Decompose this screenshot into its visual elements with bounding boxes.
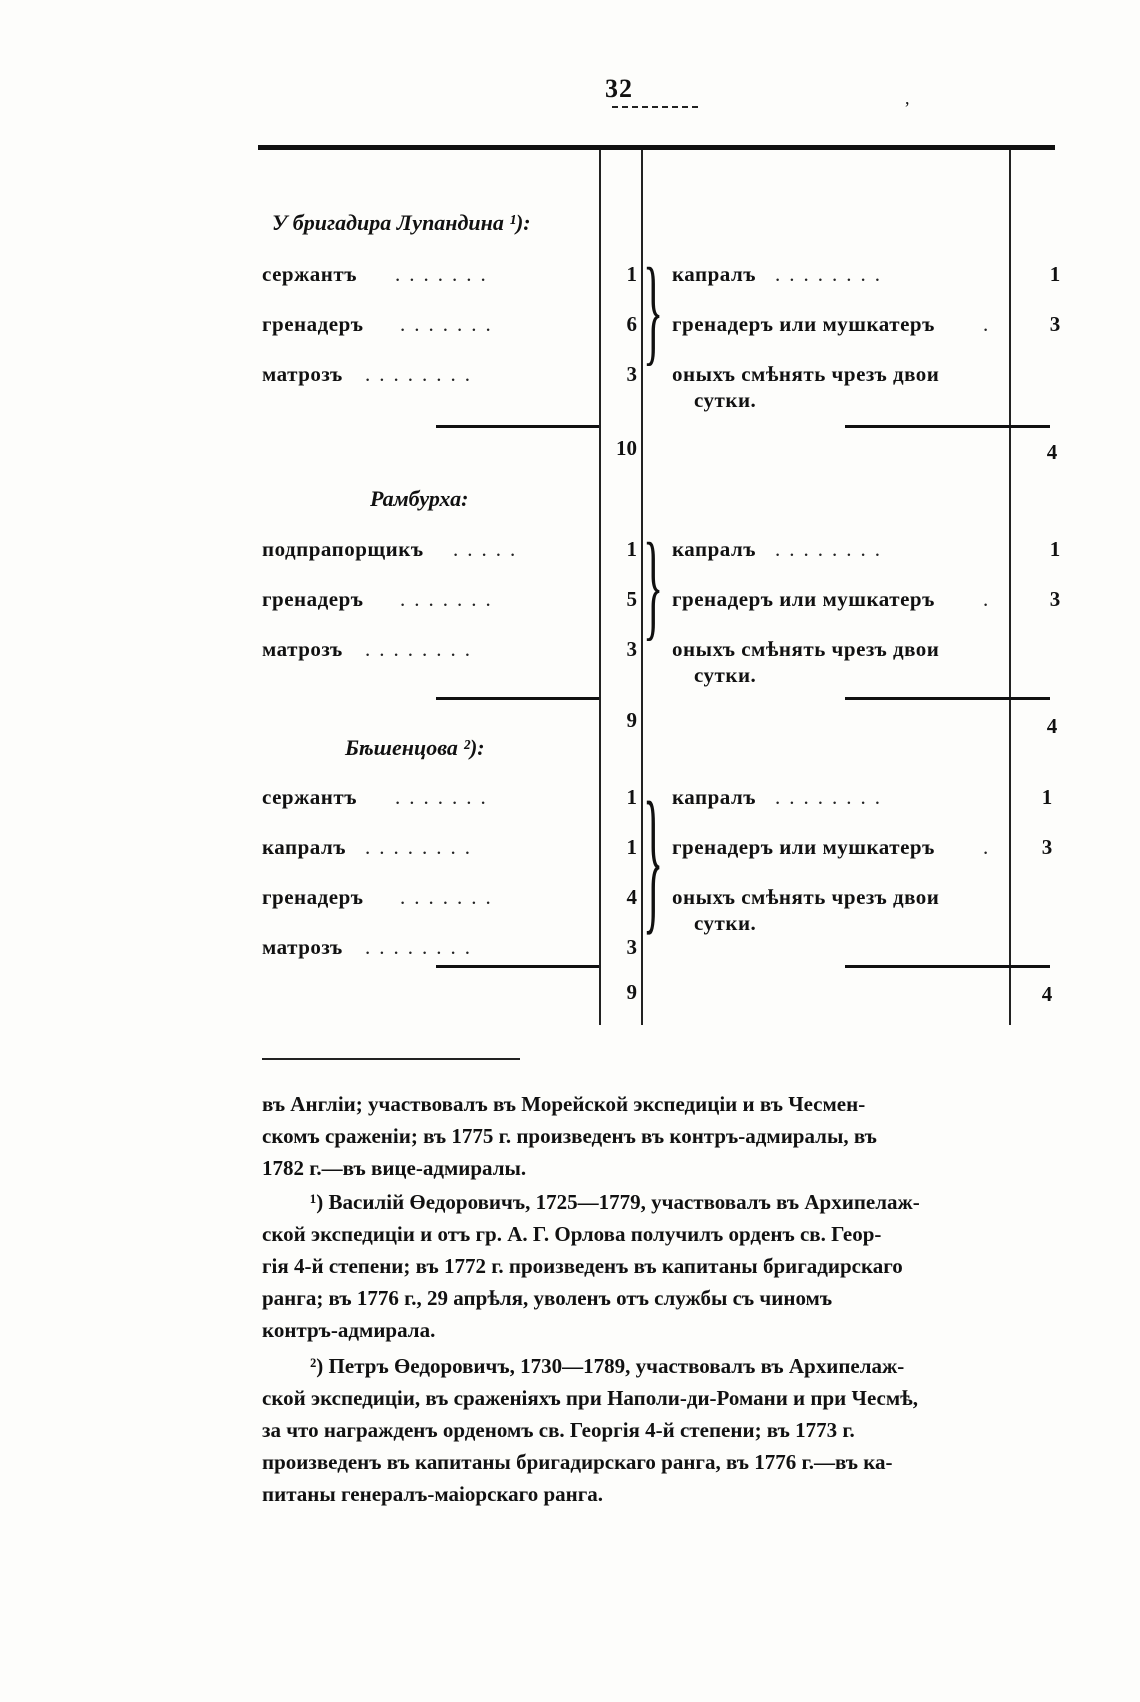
leader-dots: ........ <box>775 537 889 561</box>
leader-dots: ........ <box>365 835 479 859</box>
leader-dots: . <box>983 312 998 336</box>
section-2-right-1-count: 1 <box>1049 537 1061 561</box>
footnote-separator-rule <box>262 1058 520 1060</box>
section-3-item-4-count: 3 <box>626 935 637 959</box>
page-number: 32 <box>605 74 633 103</box>
section-3-left-total: 9 <box>626 980 637 1004</box>
section-1-left-total: 10 <box>616 436 637 460</box>
section-2-item-1-label: подпрапорщикъ <box>262 537 424 561</box>
section-2-right-1-label: капралъ <box>672 537 756 561</box>
leader-dots: ........ <box>365 637 479 661</box>
leader-dots: . <box>983 835 998 859</box>
section-1-item-3-label: матрозъ <box>262 362 343 386</box>
section-2-heading: Рамбурха: <box>370 486 469 511</box>
text-line: скомъ сраженіи; въ 1775 г. произведенъ въ контръ-адмиралы, въ <box>262 1124 877 1148</box>
section-1-right-1-count: 1 <box>1049 262 1061 286</box>
section-3-left-total-rule <box>436 965 599 968</box>
section-3-item-3-count: 4 <box>626 885 637 909</box>
section-2-item-3-count: 3 <box>626 637 637 661</box>
section-1-item-2-count: 6 <box>626 312 637 336</box>
section-3-right-2-label: гренадеръ или мушкатеръ <box>672 835 935 859</box>
section-2-left-total: 9 <box>626 708 637 732</box>
text-line: питаны генералъ-маіорскаго ранга. <box>262 1482 604 1506</box>
section-3-right-total-rule <box>845 965 1050 968</box>
text-line: ской экспедиціи, въ сраженіяхъ при Наполи-ди-Романи и при Чесмѣ, <box>262 1386 918 1410</box>
section-3-right-note-line-1: оныхъ смѣнять чрезъ двои <box>672 885 940 909</box>
leader-dots: . <box>983 587 998 611</box>
section-3-item-3-label: гренадеръ <box>262 885 364 909</box>
leader-dots: ........ <box>775 262 889 286</box>
section-1-right-2-count: 3 <box>1049 312 1061 336</box>
section-3-item-1-count: 1 <box>626 785 637 809</box>
section-3-item-1-label: сержантъ <box>262 785 357 809</box>
footnote-2 <box>262 1350 1052 1510</box>
section-1-right-total-rule <box>845 425 1050 428</box>
section-2-item-2-count: 5 <box>626 587 637 611</box>
section-1-left-total-rule <box>436 425 599 428</box>
section-2-left-total-rule <box>436 697 599 700</box>
text-line: ²) Петръ Өедоровичъ, 1730—1789, участвовалъ въ Архипелаж- <box>310 1354 905 1378</box>
section-2-item-1-count: 1 <box>626 537 637 561</box>
section-1-item-1-count: 1 <box>626 262 637 286</box>
leader-dots: ....... <box>395 262 495 286</box>
section-2-right-2-count: 3 <box>1049 587 1061 611</box>
section-3-heading: Бѣшенцова ²): <box>345 735 485 760</box>
section-2-right-note-line-2: сутки. <box>694 663 757 687</box>
text-line: ской экспедиціи и отъ гр. А. Г. Орлова получилъ орденъ св. Геор- <box>262 1222 882 1246</box>
leader-dots: ........ <box>365 935 479 959</box>
column-line-left-count <box>599 150 601 1025</box>
section-2-right-2-label: гренадеръ или мушкатеръ <box>672 587 935 611</box>
section-3-right-total: 4 <box>1041 982 1053 1006</box>
footnote-1 <box>262 1186 1052 1346</box>
page-number-rule <box>612 106 698 108</box>
section-2-right-total-rule <box>845 697 1050 700</box>
leader-dots: ....... <box>400 885 500 909</box>
text-line: ранга; въ 1776 г., 29 апрѣля, уволенъ отъ службы съ чиномъ <box>262 1286 833 1310</box>
section-1-right-note-line-1: оныхъ смѣнять чрезъ двои <box>672 362 940 386</box>
section-1-item-2-label: гренадеръ <box>262 312 364 336</box>
section-3-item-2-label: капралъ <box>262 835 346 859</box>
section-3-right-1-count: 1 <box>1041 785 1053 809</box>
leader-dots: ....... <box>400 312 500 336</box>
leader-dots: ..... <box>453 537 525 561</box>
section-1-right-1-label: капралъ <box>672 262 756 286</box>
section-1-right-total: 4 <box>1046 440 1058 464</box>
text-line: за что награжденъ орденомъ св. Георгія 4-й степени; въ 1773 г. <box>262 1418 855 1442</box>
text-line: ¹) Василій Өедоровичъ, 1725—1779, участвовалъ въ Архипелаж- <box>310 1190 920 1214</box>
leader-dots: ....... <box>400 587 500 611</box>
text-line: гія 4-й степени; въ 1772 г. произведенъ въ капитаны бригадирскаго <box>262 1254 903 1278</box>
section-3-right-2-count: 3 <box>1041 835 1053 859</box>
footnote-continuation <box>262 1088 1052 1184</box>
text-line: контръ-адмирала. <box>262 1318 436 1342</box>
text-line: произведенъ въ капитаны бригадирскаго ранга, въ 1776 г.—въ ка- <box>262 1450 893 1474</box>
section-1-heading: У бригадира Лупандина ¹): <box>272 210 531 235</box>
leader-dots: ....... <box>395 785 495 809</box>
section-3-right-note-line-2: сутки. <box>694 911 757 935</box>
section-3-item-4-label: матрозъ <box>262 935 343 959</box>
curly-brace: } <box>643 768 664 949</box>
text-line: 1782 г.—въ вице-адмиралы. <box>262 1156 527 1180</box>
section-2-item-3-label: матрозъ <box>262 637 343 661</box>
section-2-right-total: 4 <box>1046 714 1058 738</box>
column-line-right-count <box>1009 150 1011 1025</box>
section-1-item-3-count: 3 <box>626 362 637 386</box>
section-1-right-2-label: гренадеръ или мушкатеръ <box>672 312 935 336</box>
curly-brace: } <box>643 518 664 651</box>
text-line: въ Англіи; участвовалъ въ Морейской экспедиціи и въ Чесмен- <box>262 1092 866 1116</box>
section-1-item-1-label: сержантъ <box>262 262 357 286</box>
section-2-item-2-label: гренадеръ <box>262 587 364 611</box>
stray-mark: , <box>905 88 910 108</box>
curly-brace: } <box>643 243 664 376</box>
leader-dots: ........ <box>365 362 479 386</box>
section-3-right-1-label: капралъ <box>672 785 756 809</box>
table-top-rule <box>258 145 1055 150</box>
leader-dots: ........ <box>775 785 889 809</box>
section-2-right-note-line-1: оныхъ смѣнять чрезъ двои <box>672 637 940 661</box>
section-1-right-note-line-2: сутки. <box>694 388 757 412</box>
section-3-item-2-count: 1 <box>626 835 637 859</box>
